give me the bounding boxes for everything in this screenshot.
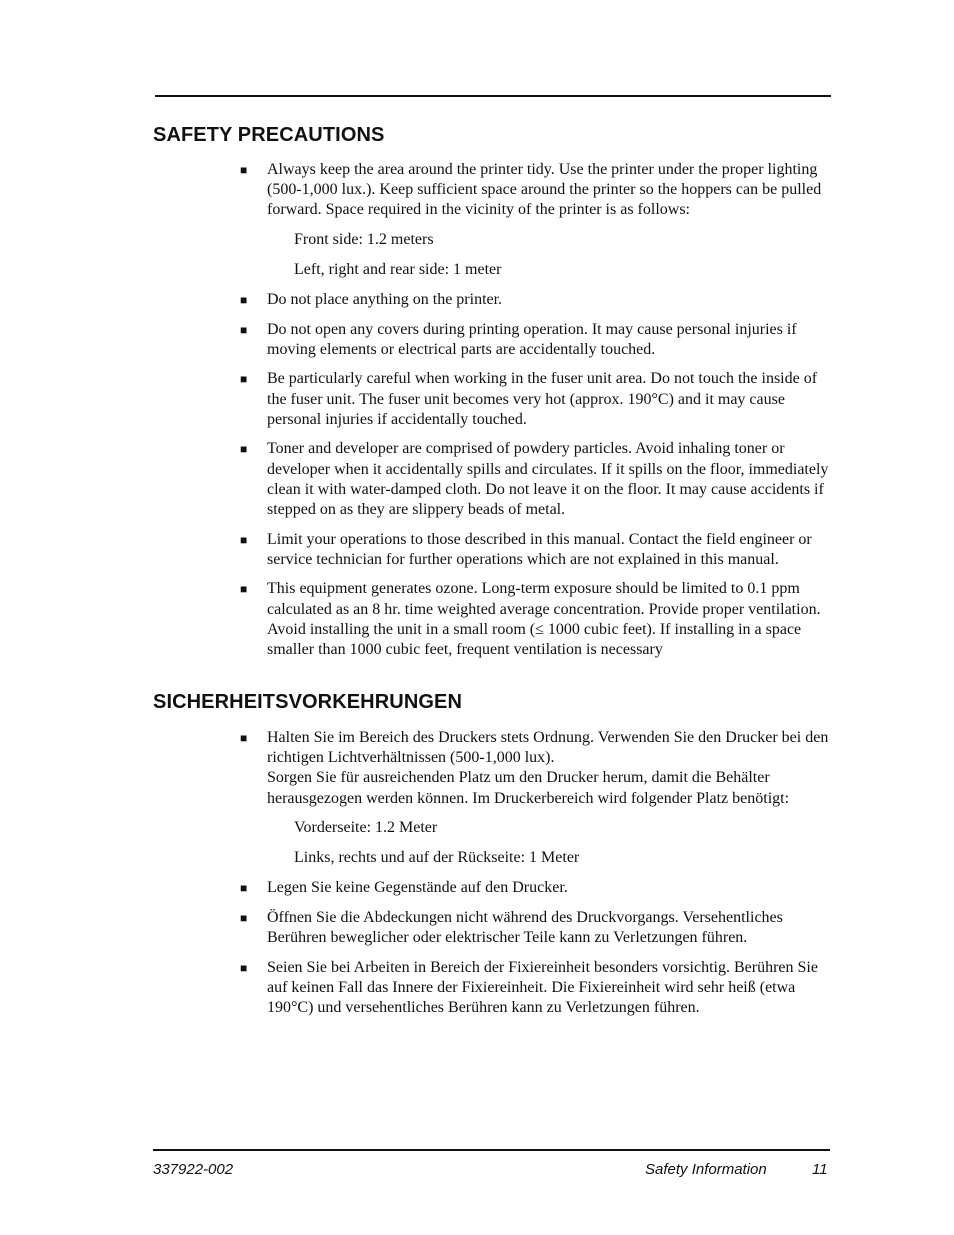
space-requirement-sides: Left, right and rear side: 1 meter: [294, 261, 502, 278]
square-bullet-icon: ■: [240, 532, 248, 547]
square-bullet-icon: ■: [240, 731, 248, 745]
list-item: [240, 369, 840, 430]
list-item-text: Do not place anything on the printer.: [267, 291, 503, 308]
list-item: [240, 908, 840, 948]
document-number: 337922-002: [153, 1161, 234, 1178]
list-item: [240, 320, 840, 360]
square-bullet-icon: ■: [240, 582, 248, 597]
square-bullet-icon: ■: [240, 960, 248, 975]
space-requirement-front: Vorderseite: 1.2 Meter: [294, 819, 438, 837]
space-requirement-front: Front side: 1.2 meters: [294, 231, 434, 248]
list-item-text: Halten Sie im Bereich des Druckers stets Ordnung. Verwenden Sie den Drucker bei den richtigen Lichtverhältnissen (500-1,000 lux).: [267, 729, 829, 767]
square-bullet-icon: ■: [240, 293, 248, 307]
safety-precautions-list: [240, 160, 840, 670]
list-item-text: Seien Sie bei Arbeiten in Bereich der Fixiereinheit besonders vorsichtig. Berühren Sie auf keinen Fall das Innere der Fixiereinheit. Die Fixiereinheit wird sehr heiß (etwa 190°C) und versehentliches Berühren kann zu Verletzungen führen.: [267, 958, 818, 1016]
square-bullet-icon: ■: [240, 910, 248, 925]
list-item-text: Toner and developer are comprised of powdery particles. Avoid inhaling toner or developer when it accidentally spills and circulates. If it spills on the floor, immediately clean it with water-damped cloth. Do not leave it on the floor. It may cause accidents if stepped on as they are slippery beads of metal.: [267, 440, 829, 518]
space-requirement-sides: Links, rechts und auf der Rückseite: 1 Meter: [294, 849, 580, 867]
list-item: [240, 579, 840, 660]
square-bullet-icon: ■: [240, 881, 248, 896]
list-item: [240, 958, 840, 1019]
list-item-text-continued: Sorgen Sie für ausreichenden Platz um den Drucker herum, damit die Behälter herausgezogen werden können. Im Druckerbereich wird folgender Platz benötigt:: [267, 769, 790, 807]
list-item-text: Limit your operations to those described in this manual. Contact the field engineer or service technician for further operations which are not explained in this manual.: [267, 530, 812, 568]
square-bullet-icon: ■: [240, 163, 248, 177]
list-item: [240, 290, 840, 310]
list-item: [240, 878, 840, 898]
section-title-safety-precautions: SAFETY PRECAUTIONS: [153, 124, 385, 146]
list-item-text: Be particularly careful when working in the fuser unit area. Do not touch the inside of the fuser unit. The fuser unit becomes very hot (approx. 190°C) and it may cause personal injuries if accidentally touched.: [267, 370, 818, 428]
square-bullet-icon: ■: [240, 322, 248, 337]
footer-section-name: Safety Information: [645, 1161, 767, 1178]
list-item: [240, 439, 840, 520]
section-title-sicherheitsvorkehrungen: SICHERHEITSVORKEHRUNGEN: [153, 691, 462, 713]
square-bullet-icon: ■: [240, 442, 248, 457]
list-item-text: Öffnen Sie die Abdeckungen nicht während des Druckvorgangs. Versehentliches Berühren beweglicher oder elektrischer Teile kann zu Verletzungen führen.: [267, 908, 783, 946]
list-item-text: Always keep the area around the printer tidy. Use the printer under the proper lighting (500-1,000 lux.). Keep sufficient space around the printer so the hoppers can be pulled forward. Space required in the vicinity of the printer is as follows:: [267, 161, 822, 219]
footer-rule: [153, 1149, 830, 1151]
header-rule: [155, 95, 831, 97]
list-item-text: This equipment generates ozone. Long-term exposure should be limited to 0.1 ppm calculated as an 8 hr. time weighted average concentration. Provide proper ventilation. Avoid installing the unit in a small room (≤ 1000 cubic feet). If installing in a space smaller than 1000 cubic feet, frequent ventilation is necessary: [267, 580, 821, 658]
list-item: [240, 728, 840, 809]
list-item: [240, 530, 840, 570]
sicherheitsvorkehrungen-list: [240, 728, 840, 1028]
square-bullet-icon: ■: [240, 372, 248, 387]
list-item: [240, 160, 840, 221]
page-number: 11: [812, 1161, 828, 1178]
list-item-text: Do not open any covers during printing operation. It may cause personal injuries if moving elements or electrical parts are accidentally touched.: [267, 320, 797, 358]
list-item-text: Legen Sie keine Gegenstände auf den Drucker.: [267, 879, 568, 897]
